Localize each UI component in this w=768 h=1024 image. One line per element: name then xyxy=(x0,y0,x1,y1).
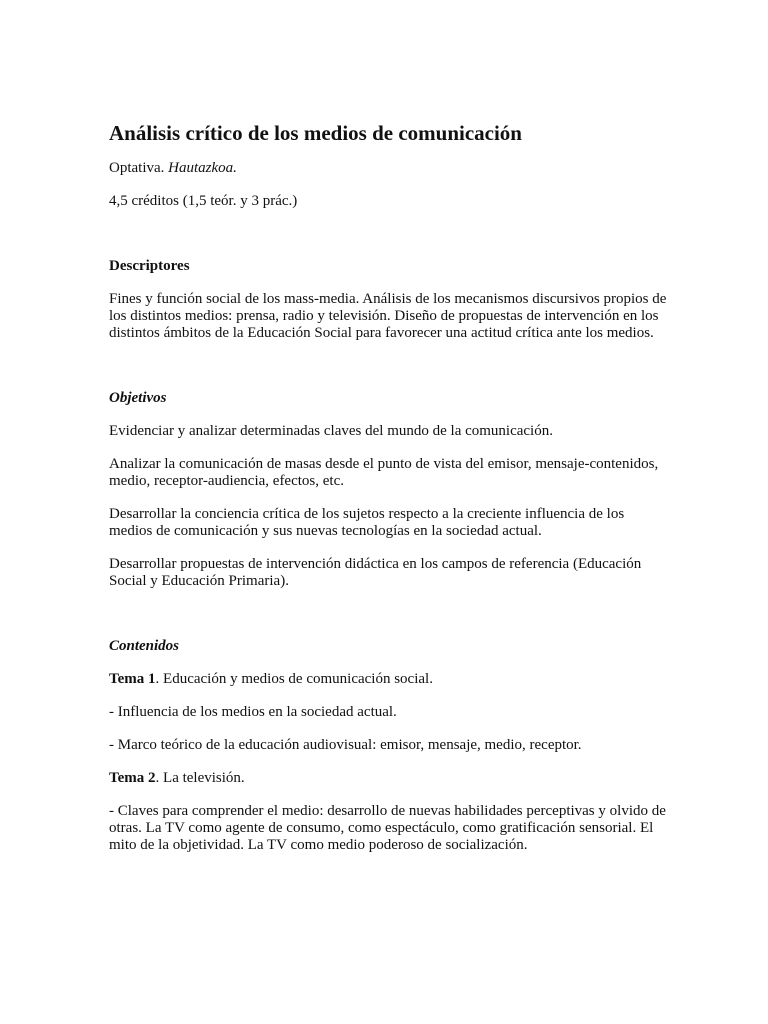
tema-2-title: . La televisión. xyxy=(155,770,245,786)
descriptores-text: Fines y función social de los mass-media. Análisis de los mecanismos discursivos propios de los distintos medios: prensa, radio y televisión. Diseño de propuestas de intervención en los distintos ámbitos de la Educación Social para favorecer una actitud crítica ante los medios. xyxy=(109,291,667,341)
tema-2-label: Tema 2 xyxy=(109,770,156,786)
document-content xyxy=(109,120,669,870)
tema-1-point: - Influencia de los medios en la sociedad actual. xyxy=(109,704,397,720)
tema-2 xyxy=(109,770,669,787)
course-type-label: Optativa. xyxy=(109,160,165,176)
tema-1-point: - Marco teórico de la educación audiovisual: emisor, mensaje, medio, receptor. xyxy=(109,737,582,753)
credits: 4,5 créditos (1,5 teór. y 3 prác.) xyxy=(109,193,298,209)
tema-2-point: - Claves para comprender el medio: desarrollo de nuevas habilidades perceptivas y olvido de otras. La TV como agente de consumo, como espectáculo, como gratificación sensorial. El mito de la objetividad. La TV como medio poderoso de socialización. xyxy=(109,803,666,853)
document-title: Análisis crítico de los medios de comunicación xyxy=(109,121,522,145)
course-type-basque: Hautazkoa. xyxy=(168,160,237,176)
descriptores-heading: Descriptores xyxy=(109,258,190,274)
contenidos-heading: Contenidos xyxy=(109,638,180,654)
tema-1-label: Tema 1 xyxy=(109,671,156,687)
objetivo-item: Analizar la comunicación de masas desde el punto de vista del emisor, mensaje-contenidos, medio, receptor-audiencia, efectos, etc. xyxy=(109,456,659,489)
objetivos-heading: Objetivos xyxy=(109,390,167,406)
tema-1 xyxy=(109,671,669,688)
objetivo-item: Evidenciar y analizar determinadas claves del mundo de la comunicación. xyxy=(109,423,553,439)
objetivo-item: Desarrollar la conciencia crítica de los sujetos respecto a la creciente influencia de los medios de comunicación y sus nuevas tecnologías en la sociedad actual. xyxy=(109,506,625,539)
tema-1-title: . Educación y medios de comunicación social. xyxy=(155,671,433,687)
course-type xyxy=(109,160,669,177)
objetivo-item: Desarrollar propuestas de intervención didáctica en los campos de referencia (Educación Social y Educación Primaria). xyxy=(109,556,642,589)
